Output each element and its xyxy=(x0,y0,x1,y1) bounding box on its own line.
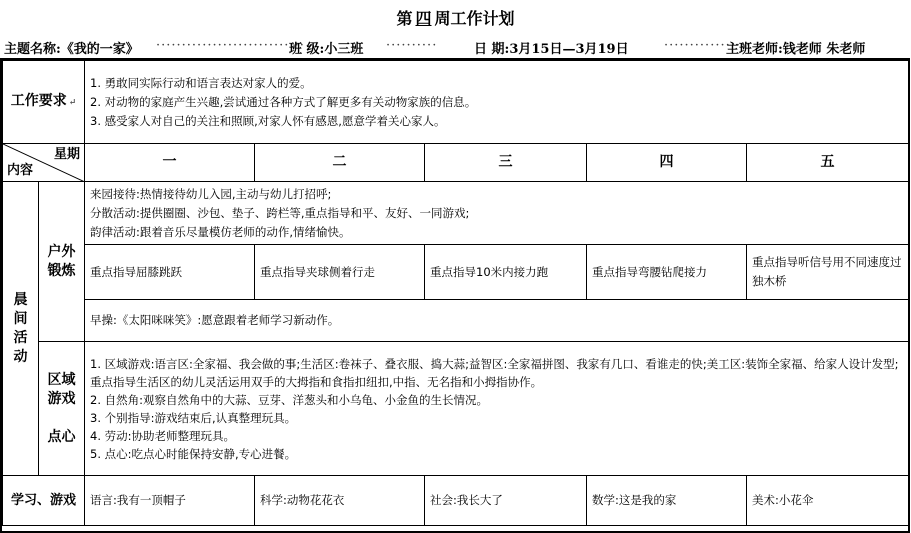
week-number: 四 xyxy=(415,9,432,28)
plan-table xyxy=(2,60,909,526)
day-header-mon: 一 xyxy=(85,144,255,182)
area-item: 5. 点心:吃点心时能保持安静,专心进餐。 xyxy=(90,446,297,461)
dots-separator: ················· xyxy=(664,38,752,53)
weekday-header-row xyxy=(3,144,909,182)
page-title xyxy=(0,6,911,29)
dots-separator: ·········· xyxy=(386,38,438,53)
dots-separator: ····························· xyxy=(156,38,305,53)
class-name: 班 级:小三班 xyxy=(289,42,364,57)
day-header-fri: 五 xyxy=(747,144,909,182)
morning-general-item: 分散活动:提供圈圈、沙包、垫子、跨栏等,重点指导和平、友好、一同游戏; xyxy=(90,205,470,220)
header-corner xyxy=(3,144,85,182)
daily-focus-row xyxy=(3,245,909,300)
morning-general-list xyxy=(85,182,909,245)
area-item: 4. 劳动:协助老师整理玩具。 xyxy=(90,428,236,443)
morning-exercise-row xyxy=(3,300,909,342)
theme-name: 主题名称:《我的一家》 xyxy=(4,42,139,57)
study-games-row xyxy=(3,476,909,526)
daily-focus-tue: 重点指导夹球侧着行走 xyxy=(255,245,425,300)
morning-general-item: 韵律活动:跟着音乐尽量模仿老师的动作,情绪愉快。 xyxy=(90,224,351,239)
study-item-wed: 社会:我长大了 xyxy=(425,476,587,526)
content-header-label: 内容 xyxy=(7,163,34,178)
morning-general-item: 来园接待:热情接待幼儿入园,主动与幼儿打招呼; xyxy=(90,186,332,201)
date-range: 日 期:3月15日—3月19日 xyxy=(474,42,629,57)
requirements-label: 工作要求 ↵ xyxy=(3,61,85,144)
study-item-thu: 数学:这是我的家 xyxy=(587,476,747,526)
title-prefix: 第 xyxy=(396,9,413,28)
requirements-row xyxy=(3,61,909,144)
morning-activity-label: 晨 间 活 动 xyxy=(3,182,39,476)
requirement-item: 3. 感受家人对自己的关注和照顾,对家人怀有感恩,愿意学着关心家人。 xyxy=(90,113,446,128)
area-games-list xyxy=(85,342,909,476)
requirements-list xyxy=(85,61,909,144)
daily-focus-thu: 重点指导弯腰钻爬接力 xyxy=(587,245,747,300)
area-games-label: 区域 游戏 点心 xyxy=(39,342,85,476)
morning-general-row xyxy=(3,182,909,245)
area-item: 2. 自然角:观察自然角中的大蒜、豆芽、洋葱头和小乌龟、小金鱼的生长情况。 xyxy=(90,392,489,407)
area-item: 3. 个别指导:游戏结束后,认真整理玩具。 xyxy=(90,410,297,425)
weekday-header-label: 星期 xyxy=(54,147,81,162)
study-item-mon: 语言:我有一顶帽子 xyxy=(85,476,255,526)
day-header-tue: 二 xyxy=(255,144,425,182)
head-teacher: 主班老师:钱老师 朱老师 xyxy=(726,42,866,57)
day-header-thu: 四 xyxy=(587,144,747,182)
area-games-row xyxy=(3,342,909,476)
study-item-tue: 科学:动物花花衣 xyxy=(255,476,425,526)
morning-exercise: 早操:《太阳咪咪笑》:愿意跟着老师学习新动作。 xyxy=(85,300,909,342)
title-suffix: 周工作计划 xyxy=(434,9,515,28)
requirement-item: 1. 勇敢同实际行动和语言表达对家人的爱。 xyxy=(90,75,312,90)
daily-focus-mon: 重点指导屈膝跳跃 xyxy=(85,245,255,300)
daily-focus-wed: 重点指导10米内接力跑 xyxy=(425,245,587,300)
daily-focus-fri: 重点指导听信号用不同速度过独木桥 xyxy=(747,245,909,300)
area-item: 1. 区域游戏:语言区:全家福、我会做的事;生活区:卷袜子、叠衣服、捣大蒜;益智区:全家福拼图、我家有几口、看谁走的快;美工区:装饰全家福、给家人设计发型;重点指导生活区的幼儿灵活运用双手的大拇指和食指扣纽扣,中指、无名指和小拇指协作。 xyxy=(90,356,899,389)
outdoor-exercise-label: 户外 锻炼 xyxy=(39,182,85,342)
requirement-item: 2. 对动物的家庭产生兴趣,尝试通过各种方式了解更多有关动物家族的信息。 xyxy=(90,94,477,109)
meta-row xyxy=(4,38,909,56)
study-games-label: 学习、游戏 xyxy=(3,476,85,526)
day-header-wed: 三 xyxy=(425,144,587,182)
study-item-fri: 美术:小花伞 xyxy=(747,476,909,526)
